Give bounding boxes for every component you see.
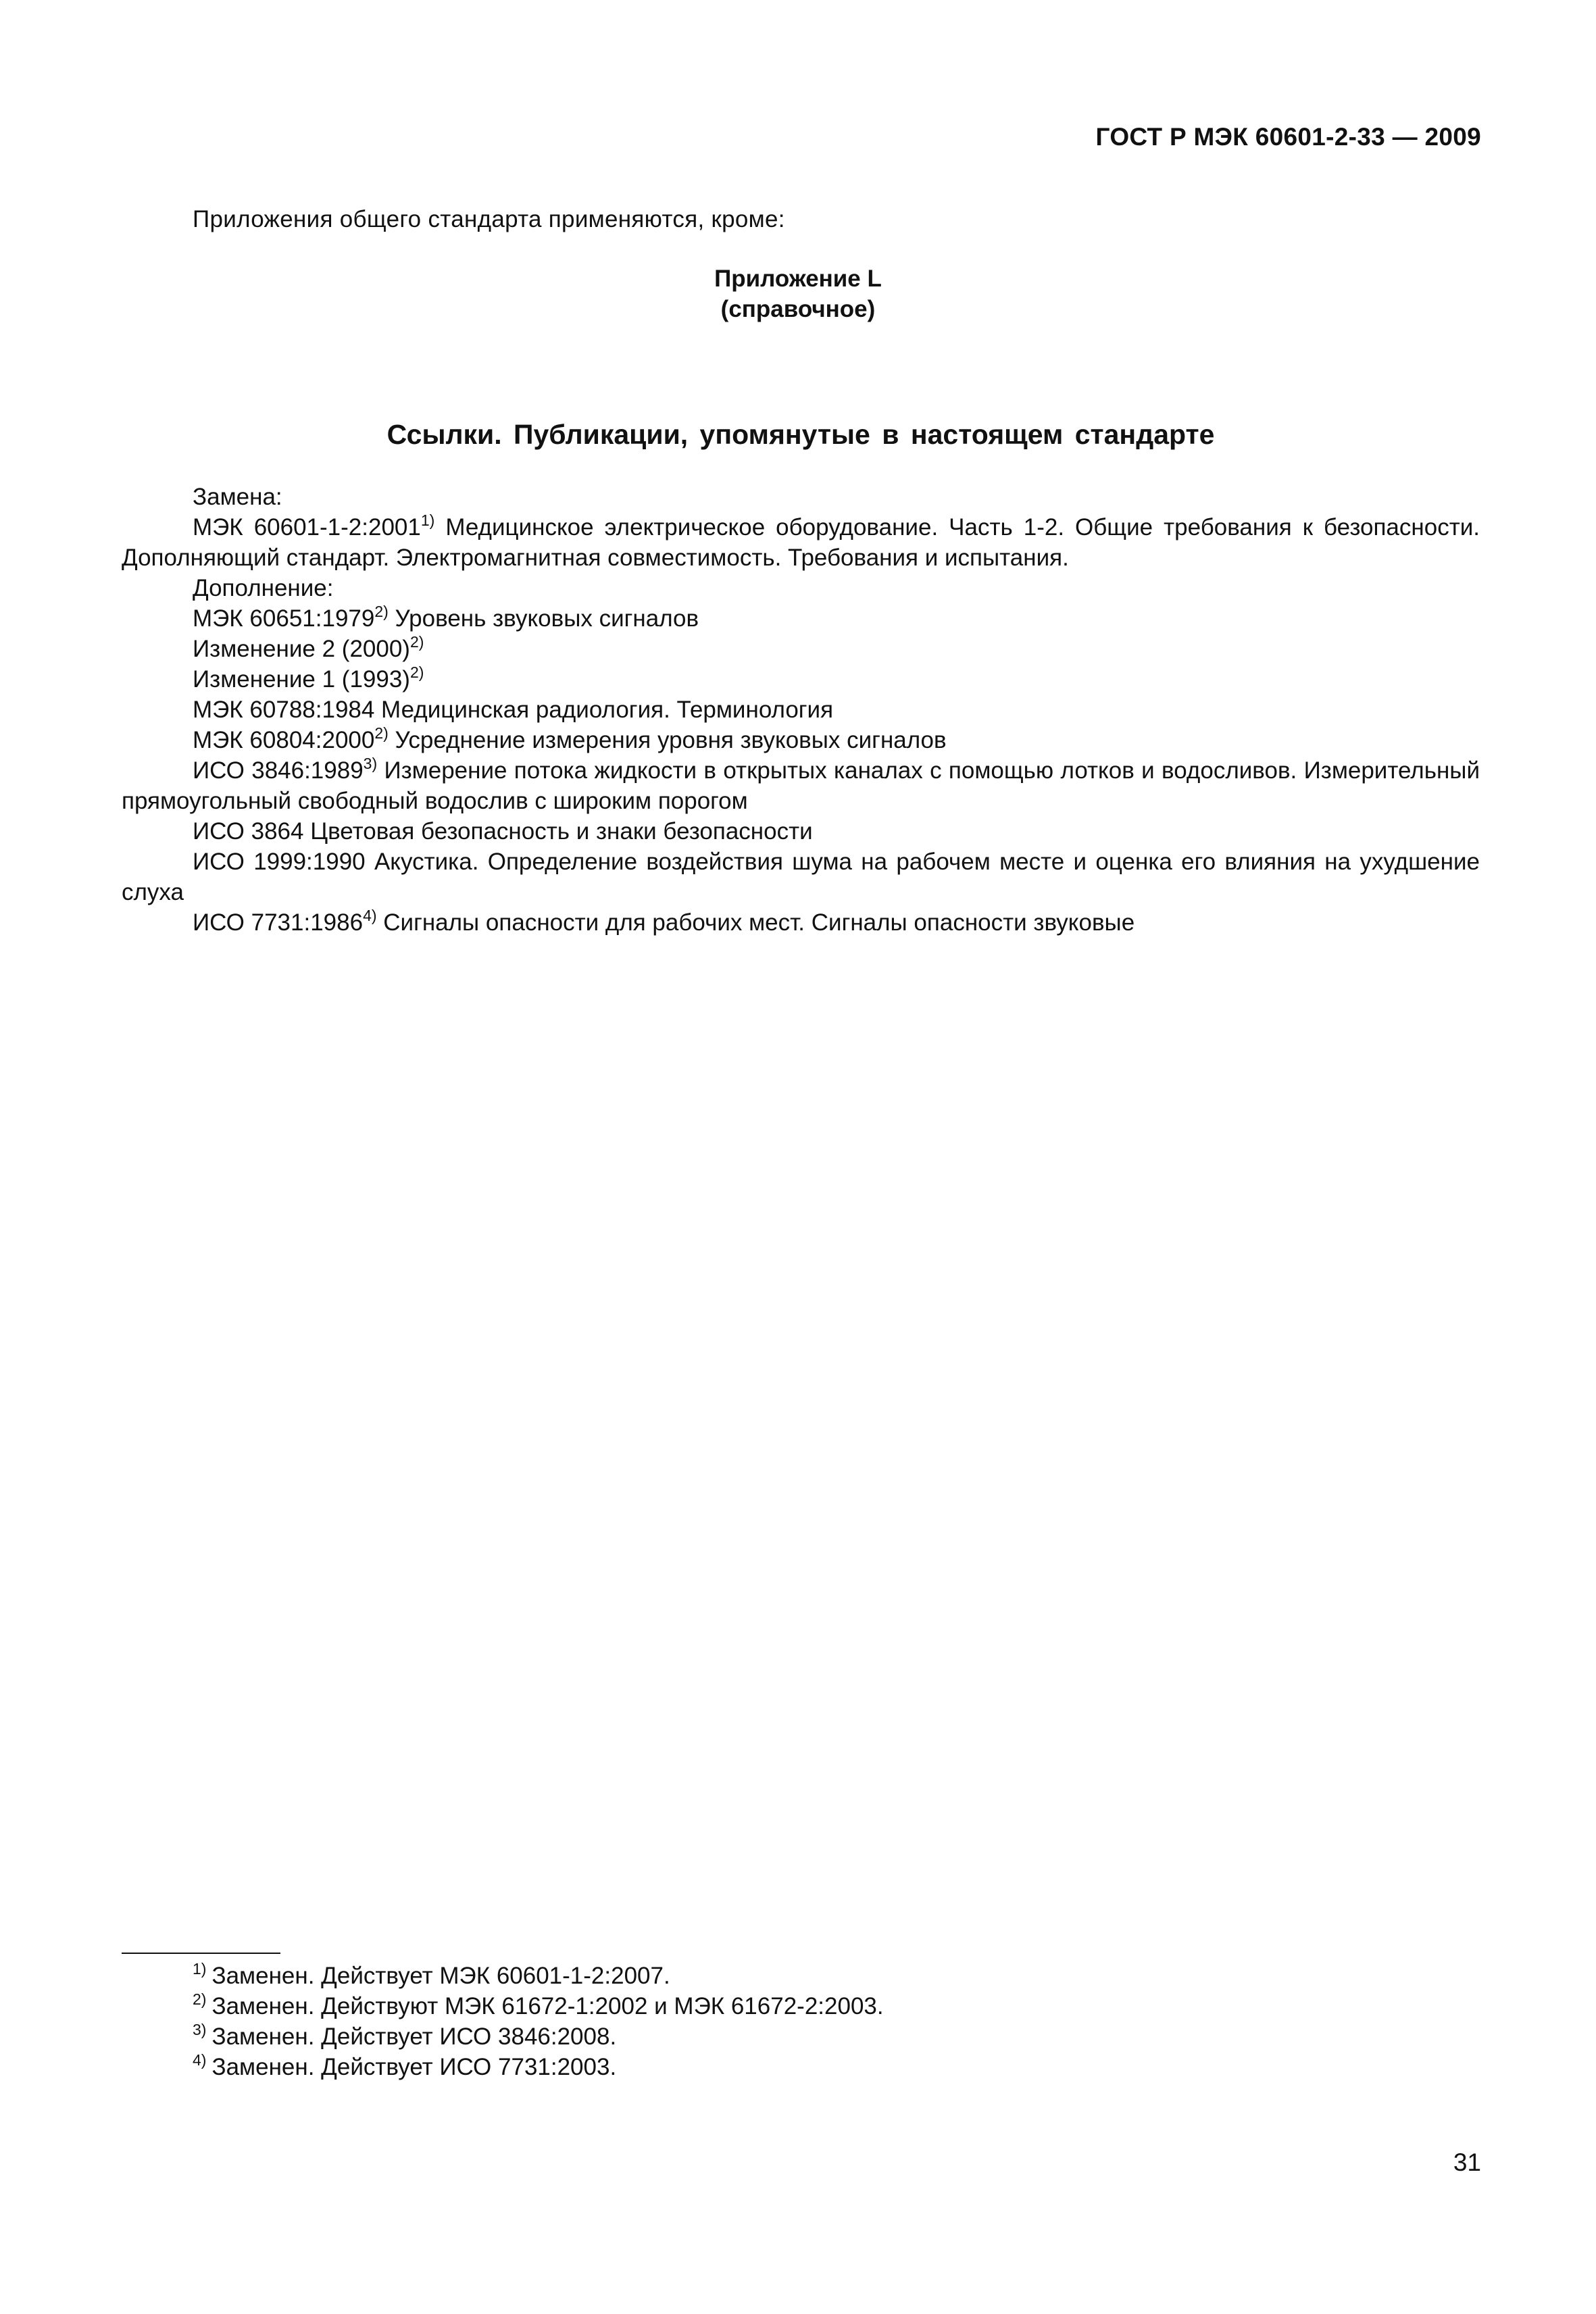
- reference-item: ИСО 3864 Цветовая безопасность и знаки безопасности: [193, 818, 813, 845]
- footnote-item: $^{1)}$ Заменен. Действует МЭК 60601-1-2:2007.: [193, 1960, 670, 1989]
- reference-item: ИСО 3846:1989$^{3)}$ Измерение потока жидкости в открытых каналах с помощью лотков и водосливов. Измерительный прямоугольный свободный водослив с широким порогом: [122, 755, 1480, 814]
- footnote-mark: 2): [409, 663, 424, 681]
- footnote-mark: 1): [420, 511, 435, 529]
- footnote-item: $^{2)}$ Заменен. Действуют МЭК 61672-1:2002 и МЭК 61672-2:2003.: [193, 1990, 884, 2019]
- reference-item: Замена:: [193, 484, 282, 510]
- page-number: 31: [1453, 2148, 1481, 2176]
- annex-subtitle: (справочное): [720, 296, 876, 322]
- footnote-item: $^{3)}$ Заменен. Действует ИСО 3846:2008.: [193, 2021, 617, 2050]
- reference-item: МЭК 60651:1979$^{2)}$ Уровень звуковых сигналов: [193, 603, 699, 632]
- footnote-divider: [122, 1953, 280, 1954]
- footnote-mark: 2): [409, 633, 424, 651]
- reference-item: Дополнение:: [193, 575, 334, 601]
- references-list: [122, 482, 1480, 938]
- footnote-mark: 2): [374, 724, 389, 742]
- annex-title: Приложение L: [714, 266, 882, 292]
- reference-item: МЭК 60601-1-2:2001$^{1)}$ Медицинское электрическое оборудование. Часть 1-2. Общие требования к безопасности. Дополняющий стандарт. Электромагнитная совместимость. Требования и испытания.: [122, 511, 1480, 571]
- footnote-mark: 3): [363, 755, 378, 772]
- reference-item: ИСО 1999:1990 Акустика. Определение воздействия шума на рабочем месте и оценка его влияния на ухудшение слуха: [122, 849, 1480, 905]
- reference-item: МЭК 60804:2000$^{2)}$ Усреднение измерения уровня звуковых сигналов: [193, 724, 947, 753]
- reference-item: МЭК 60788:1984 Медицинская радиология. Терминология: [193, 697, 834, 723]
- document-code-header: ГОСТ Р МЭК 60601-2-33 — 2009: [1095, 123, 1481, 151]
- annex-heading: [0, 263, 1596, 324]
- footnote-item: $^{4)}$ Заменен. Действует ИСО 7731:2003.: [193, 2051, 617, 2080]
- section-title: Ссылки. Публикации, упомянутые в настоящем стандарте: [386, 419, 1215, 450]
- reference-item: Изменение 2 $(2000)^{2)}$: [193, 633, 424, 662]
- footnotes-list: [193, 1961, 884, 2082]
- lead-paragraph: Приложения общего стандарта применяются, кроме:: [193, 206, 785, 232]
- reference-item: Изменение 1 $(1993)^{2)}$: [193, 663, 424, 693]
- footnote-mark: 4): [363, 907, 377, 924]
- footnote-mark: 2): [374, 603, 389, 620]
- reference-item: ИСО 7731:1986$^{4)}$ Сигналы опасности для рабочих мест. Сигналы опасности звуковые: [193, 907, 1135, 936]
